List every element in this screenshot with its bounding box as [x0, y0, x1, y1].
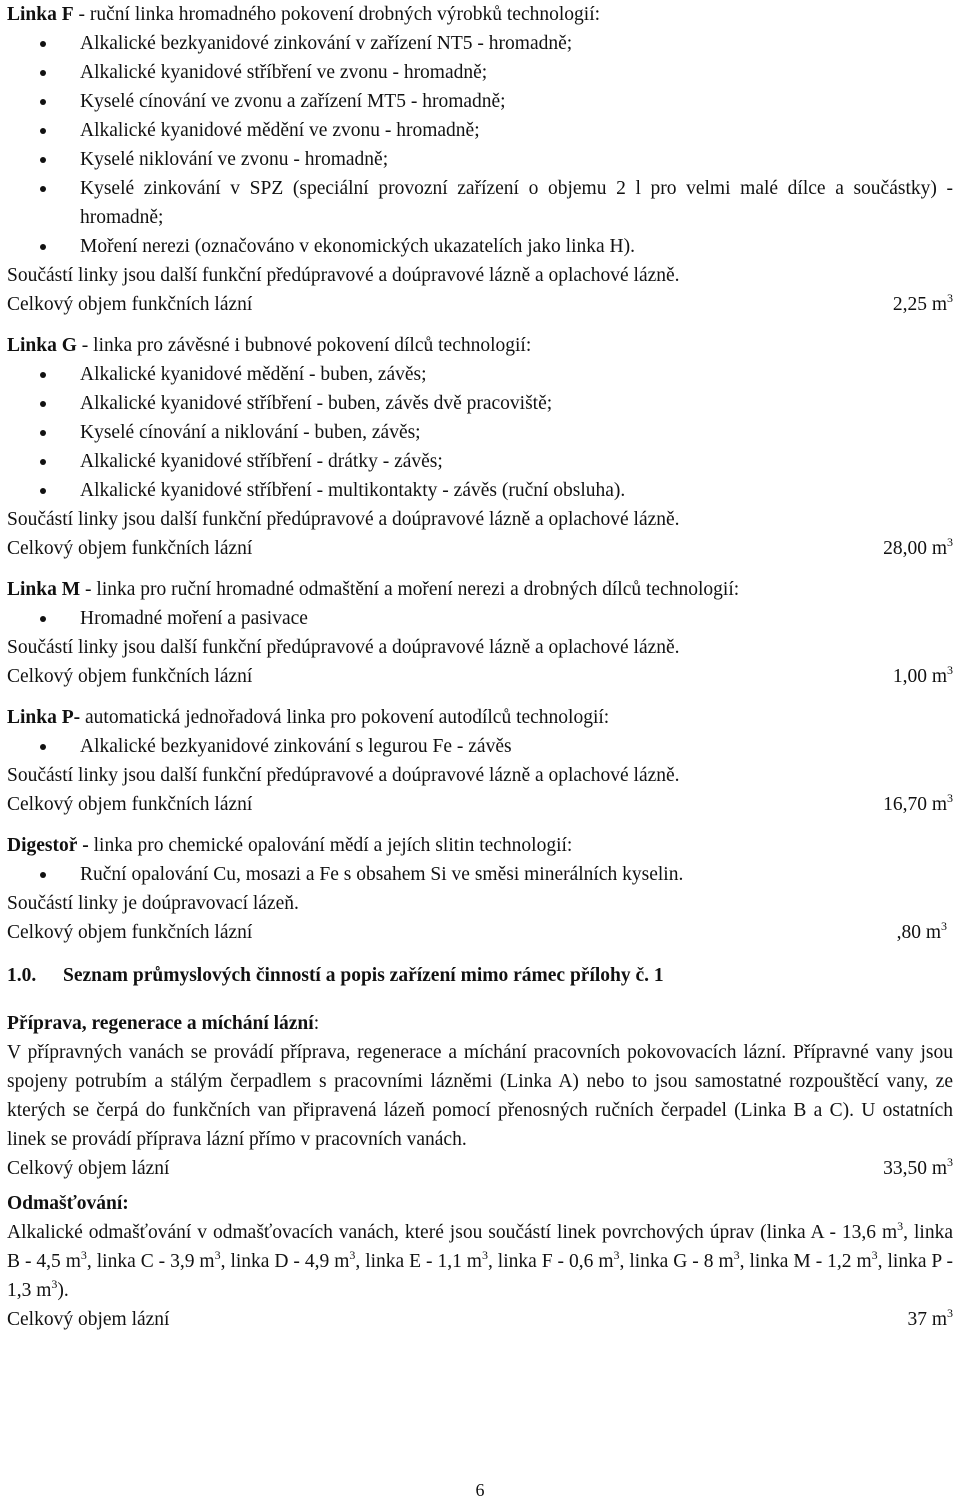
priprava-title: Příprava, regenerace a míchání lázní — [7, 1013, 314, 1034]
digestor-note: Součástí linky je doúpravovací lázeň. — [7, 893, 299, 914]
list-item: Alkalické kyanidové stříbření - multikontakty - závěs (ruční obsluha). — [7, 476, 953, 505]
linka-g-heading — [7, 331, 953, 360]
linka-m-heading — [7, 575, 953, 604]
total-value: 2,25 $m^3$ — [892, 291, 953, 315]
linka-p-total — [7, 790, 953, 819]
linka-f-note: Součástí linky jsou další funkční předúpravové a doúpravové lázně a oplachové lázně. — [7, 265, 680, 286]
priprava-paragraph: V přípravných vanách se provádí příprava, regenerace a míchání pracovních pokovovacích lázní. Přípravné vany jsou spojeny potrubím a stálým čerpadlem s pracovními lázněmi (Linka A) nebo to jsou samostatné rozpouštěcí vany, ze kterých se čerpá do funkčních van připravená lázeň pomocí přenosných ručních čerpadel (Linka B a C). U ostatních linek se provádí příprava lázní přímo v pracovních vanách. — [7, 1042, 953, 1150]
linka-f-heading — [7, 0, 953, 29]
odmastovani-title: Odmašťování: — [7, 1193, 129, 1214]
total-label: Celkový objem funkčních lázní — [7, 294, 253, 315]
priprava-heading: Příprava, regenerace a míchání lázní: — [7, 1013, 320, 1034]
list-item: Kyselé zinkování v SPZ (speciální provozní zařízení o objemu 2 l pro velmi malé dílce a součástky) - hromadně; — [7, 174, 953, 232]
total-label: Celkový objem funkčních lázní — [7, 922, 253, 943]
linka-m-total — [7, 662, 953, 691]
digestor-description: linka pro chemické opalování mědí a jejích slitin technologií: — [88, 835, 573, 856]
odmastovani-heading — [7, 1189, 953, 1218]
total-label: Celkový objem lázní — [7, 1309, 170, 1330]
odmastovani-total — [7, 1305, 953, 1334]
list-item: Alkalické kyanidové stříbření - drátky - závěs; — [7, 447, 953, 476]
linka-g-description: - linka pro závěsné i bubnové pokovení dílců technologií: — [76, 335, 532, 356]
section-title: Seznam průmyslových činností a popis zařízení mimo rámec přílohy č. 1 — [63, 965, 664, 986]
list-item: Alkalické bezkyanidové zinkování v zařízení NT5 - hromadně; — [7, 29, 953, 58]
priprava-total — [7, 1154, 953, 1183]
total-value: 28,00 $m^3$ — [883, 535, 953, 559]
linka-f-total — [7, 290, 953, 319]
linka-p-title: Linka P- — [7, 707, 81, 728]
digestor-total — [7, 918, 953, 947]
total-label: Celkový objem lázní — [7, 1158, 170, 1179]
total-value: 16,70 $m^3$ — [883, 791, 953, 815]
linka-m-note: Součástí linky jsou další funkční předúpravové a doúpravové lázně a oplachové lázně. — [7, 637, 680, 658]
total-label: Celkový objem funkčních lázní — [7, 794, 253, 815]
list-item: Kyselé cínování ve zvonu a zařízení MT5 - hromadně; — [7, 87, 953, 116]
linka-g-total — [7, 534, 953, 563]
linka-f-description: - ruční linka hromadného pokovení drobných výrobků technologií: — [73, 4, 601, 25]
total-value: 37 $m^3$ — [907, 1306, 953, 1330]
total-value: 33,50 $m^3$ — [883, 1155, 953, 1179]
odmastovani-paragraph: Alkalické odmašťování v odmašťovacích vanách, které jsou součástí linek povrchových úprav (linka A - 13,6 $m^3$, linka B - 4,5 $m^3$, linka C - 3,9 $m^3$, linka D - 4,9 $m^3$, linka E - 1,1 $m^3$, linka F - 0,6 $m^3$, linka G - 8 $m^3$, linka M - 1,2 $m^3$, linka P - 1,3 $m^3$). — [7, 1219, 954, 1301]
linka-g-note: Součástí linky jsou další funkční předúpravové a doúpravové lázně a oplachové lázně. — [7, 509, 680, 530]
digestor-heading — [7, 831, 953, 860]
linka-f-title: Linka F — [7, 4, 74, 25]
list-item: Ruční opalování Cu, mosazi a Fe s obsahem Si ve směsi minerálních kyselin. — [7, 860, 953, 889]
total-label: Celkový objem funkčních lázní — [7, 538, 253, 559]
document-page — [7, 0, 953, 1334]
list-item: Moření nerezi (označováno v ekonomických ukazatelích jako linka H). — [7, 232, 953, 261]
list-item: Alkalické kyanidové mědění - buben, závěs; — [7, 360, 953, 389]
page-number: 6 — [475, 1480, 485, 1500]
list-item: Alkalické kyanidové stříbření ve zvonu - hromadně; — [7, 58, 953, 87]
total-label: Celkový objem funkčních lázní — [7, 666, 253, 687]
digestor-title: Digestoř - — [7, 835, 89, 856]
linka-m-description: - linka pro ruční hromadné odmaštění a moření nerezi a drobných dílců technologií: — [80, 579, 740, 600]
section-heading — [7, 961, 953, 990]
section-number: 1.0. — [7, 965, 37, 986]
total-value: ,80 $m^3$ — [896, 919, 947, 943]
list-item: Kyselé niklování ve zvonu - hromadně; — [7, 145, 953, 174]
list-item: Kyselé cínování a niklování - buben, závěs; — [7, 418, 953, 447]
linka-g-title: Linka G — [7, 335, 77, 356]
list-item: Alkalické kyanidové stříbření - buben, závěs dvě pracoviště; — [7, 389, 953, 418]
total-value: 1,00 $m^3$ — [892, 663, 953, 687]
linka-p-note: Součástí linky jsou další funkční předúpravové a doúpravové lázně a oplachové lázně. — [7, 765, 680, 786]
linka-p-heading — [7, 703, 953, 732]
linka-m-title: Linka M — [7, 579, 81, 600]
list-item: Hromadné moření a pasivace — [7, 604, 953, 633]
list-item: Alkalické bezkyanidové zinkování s legurou Fe - závěs — [7, 732, 953, 761]
linka-p-description: automatická jednořadová linka pro pokovení autodílců technologií: — [80, 707, 610, 728]
list-item: Alkalické kyanidové mědění ve zvonu - hromadně; — [7, 116, 953, 145]
